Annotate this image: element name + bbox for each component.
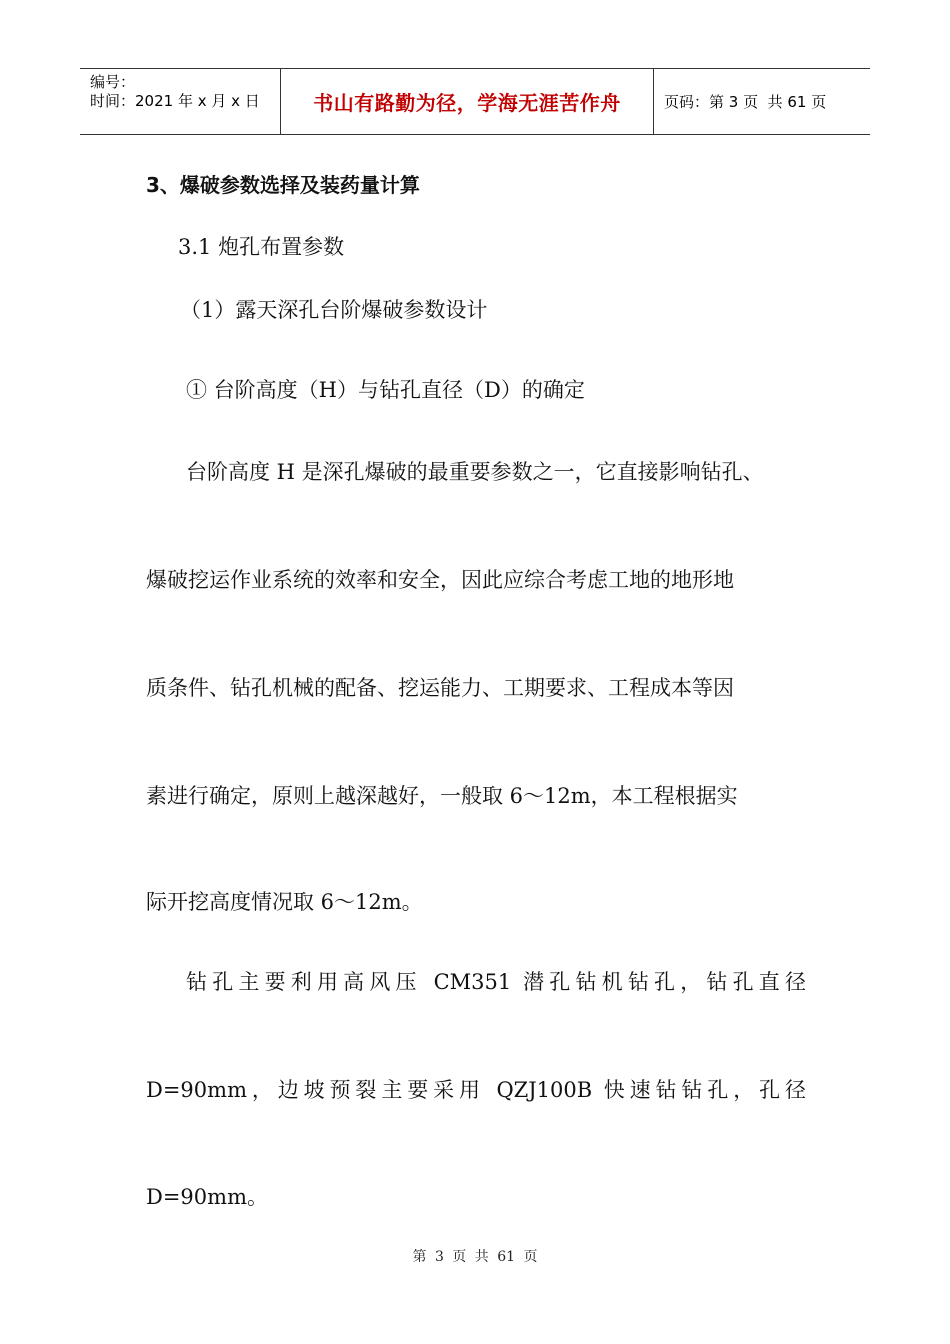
page-footer: 第 3 页 共 61 页: [412, 1249, 538, 1265]
paragraph-line: 际开挖高度情况取 6～12m。: [146, 890, 423, 914]
header-page-number: 页码：第 3 页 共 61 页: [664, 93, 827, 111]
header-page-info: [654, 69, 870, 134]
paragraph-line: 钻孔主要利用高风压 CM351 潜孔钻机钻孔，钻孔直径: [186, 970, 806, 994]
paragraph-line: 质条件、钻孔机械的配备、挖运能力、工期要求、工程成本等因: [146, 676, 734, 700]
paragraph-line: D=90mm，边坡预裂主要采用 QZJ100B 快速钻钻孔，孔径: [146, 1078, 806, 1102]
header-motto: 书山有路勤为径，学海无涯苦作舟: [281, 69, 654, 134]
subsection-title: 3.1 炮孔布置参数: [178, 235, 345, 259]
header-meta: [80, 69, 281, 134]
item-heading: （1）露天深孔台阶爆破参数设计: [180, 298, 488, 322]
document-date: 时间：2021 年 x 月 x 日: [90, 92, 260, 110]
paragraph-line: D=90mm。: [146, 1185, 268, 1209]
paragraph-line: 爆破挖运作业系统的效率和安全，因此应综合考虑工地的地形地: [146, 568, 734, 592]
page-header: [80, 68, 870, 135]
paragraph-line: 台阶高度 H 是深孔爆破的最重要参数之一，它直接影响钻孔、: [186, 460, 764, 484]
section-title: 3、爆破参数选择及装药量计算: [146, 173, 420, 197]
item-subheading: ① 台阶高度（H）与钻孔直径（D）的确定: [186, 378, 585, 402]
paragraph-line: 素进行确定，原则上越深越好，一般取 6～12m，本工程根据实: [146, 784, 738, 808]
document-number-label: 编号：: [90, 73, 136, 91]
